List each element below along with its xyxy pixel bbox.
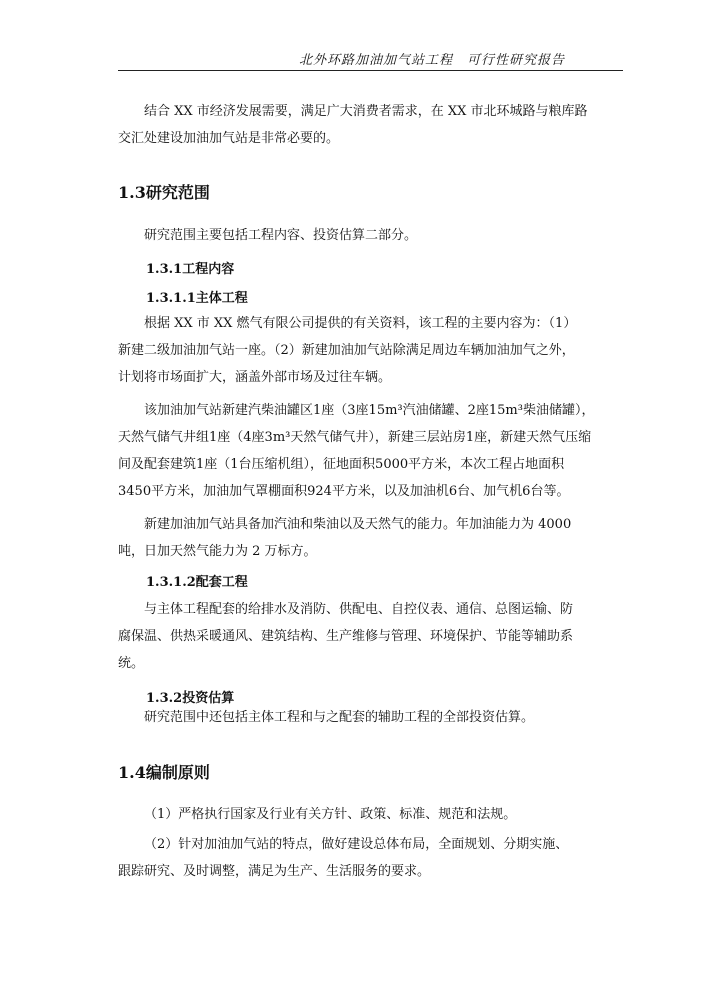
section-heading-1-3-2: 1.3.2投资估算 [146,691,235,706]
section-heading-1-4: 1.4编制原则 [118,763,210,782]
main-works-paragraph-2 [118,397,618,505]
text-line: 交汇处建设加油加气站是非常必要的。 [118,131,340,146]
principle-item-2 [118,831,618,885]
section-heading-1-3-1-1: 1.3.1.1主体工程 [146,291,248,306]
text-line: 吨，日加天然气能力为 2 万标方。 [118,544,317,559]
text-line: 根据 XX 市 XX 燃气有限公司提供的有关资料，该工程的主要内容为：（1） [144,316,577,331]
main-works-paragraph-1 [118,310,618,391]
section-heading-1-3: 1.3研究范围 [118,183,210,202]
text-line: 间及配套建筑1座（1台压缩机组），征地面积5000平方米，本次工程占地面积 [118,457,565,472]
text-line: 统。 [118,656,145,671]
text-line: 计划将市场面扩大，涵盖外部市场及过往车辆。 [118,370,392,385]
supporting-works-paragraph [118,596,618,677]
text-line: 与主体工程配套的给排水及消防、供配电、自控仪表、通信、总图运输、防 [144,602,574,617]
main-works-paragraph-3 [118,511,618,565]
principle-item-1 [118,801,618,828]
text-line: （1）严格执行国家及行业有关方针、政策、标准、规范和法规。 [144,807,517,822]
header-title: 北外环路加油加气站工程 可行性研究报告 [298,53,565,68]
text-line: 3450平方米，加油加气罩棚面积924平方米，以及加油机6台、加气机6台等。 [118,484,570,499]
text-line: 研究范围中还包括主体工程和与之配套的辅助工程的全部投资估算。 [144,710,535,725]
section-heading-1-3-1: 1.3.1工程内容 [146,262,235,277]
text-line: 新建二级加油加气站一座。（2）新建加油加气站除满足周边车辆加油加气之外， [118,343,575,358]
text-line: 该加油加气站新建汽柴油罐区1座（3座15m³汽油储罐、2座15m³柴油储罐）， [144,403,595,418]
investment-paragraph [118,704,618,731]
text-line: 研究范围主要包括工程内容、投资估算二部分。 [144,228,418,243]
scope-paragraph [118,222,618,249]
page-header [118,48,623,71]
text-line: 天然气储气井组1座（4座3m³天然气储气井），新建三层站房1座，新建天然气压缩 [118,430,592,445]
text-line: 结合 XX 市经济发展需要，满足广大消费者需求，在 XX 市北环城路与粮库路 [144,104,588,119]
section-heading-1-3-1-2: 1.3.1.2配套工程 [146,575,248,590]
text-line: （2）针对加油加气站的特点，做好建设总体布局，全面规划、分期实施、 [144,837,569,852]
text-line: 腐保温、供热采暖通风、建筑结构、生产维修与管理、环境保护、节能等辅助系 [118,629,574,644]
text-line: 新建加油加气站具备加汽油和柴油以及天然气的能力。年加油能力为 4000 [144,517,572,532]
text-line: 跟踪研究、及时调整，满足为生产、生活服务的要求。 [118,864,431,879]
intro-paragraph [118,98,618,152]
